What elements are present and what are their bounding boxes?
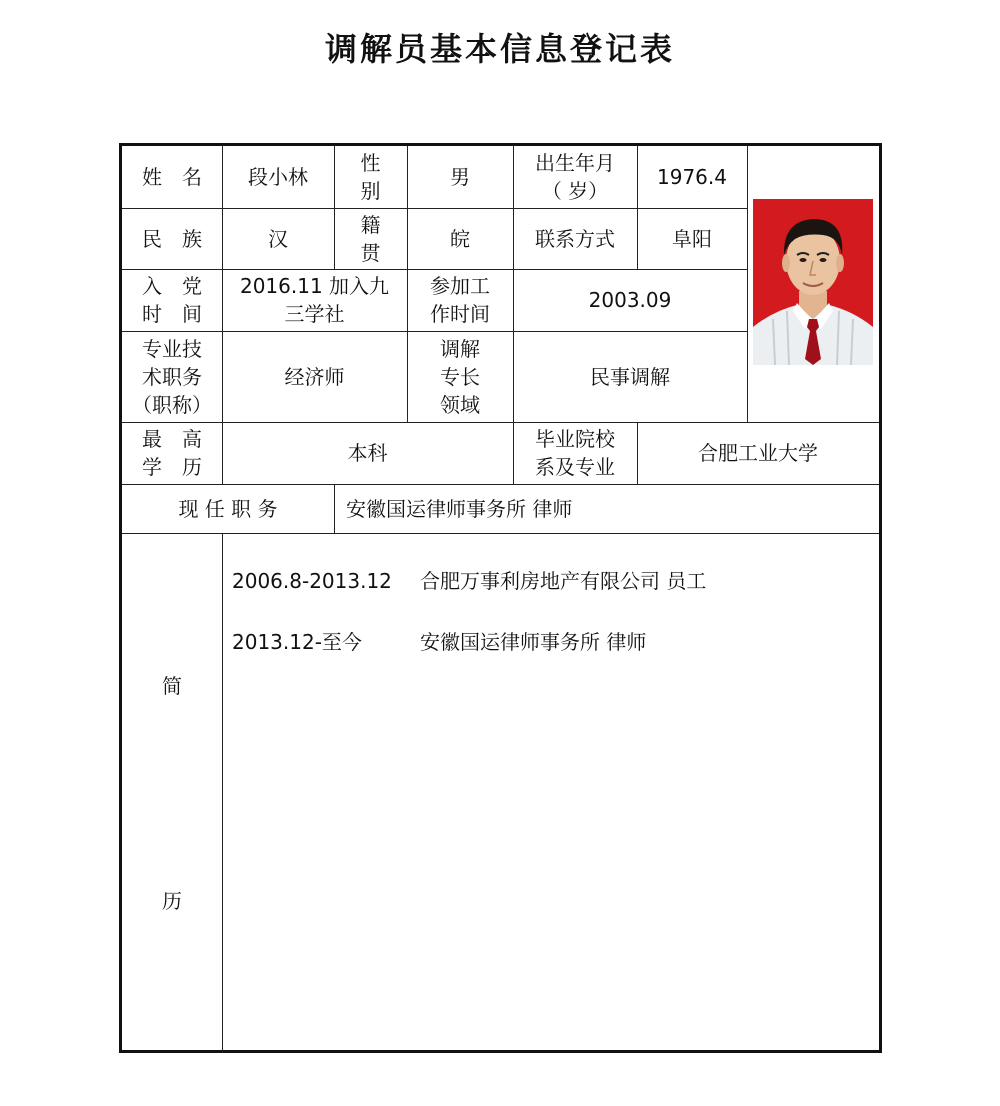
resume-period: 2013.12-至今 <box>232 630 362 654</box>
row-divider <box>122 533 879 534</box>
value-party-time: 2016.11 加入九 三学社 <box>239 274 390 326</box>
label-position: 现 任 职 务 <box>178 496 278 521</box>
registration-form <box>119 143 882 1053</box>
value-native-place: 皖 <box>450 226 470 251</box>
label-gender: 性 别 <box>360 151 381 203</box>
form-title: 调解员基本信息登记表 <box>324 30 675 68</box>
label-work-start: 参加工 作时间 <box>430 274 490 326</box>
value-school: 合肥工业大学 <box>698 441 818 465</box>
label-resume-1: 简 <box>162 674 182 698</box>
label-birth: 出生年月 （ 岁） <box>535 151 615 203</box>
col-divider <box>747 146 748 422</box>
value-title-prof: 经济师 <box>284 364 345 389</box>
label-specialty: 调解 专长 领域 <box>440 336 480 417</box>
resume-detail: 安徽国运律师事务所 律师 <box>420 630 647 654</box>
resume-detail: 合肥万事利房地产有限公司 员工 <box>420 569 707 593</box>
value-specialty: 民事调解 <box>590 364 670 389</box>
label-party-time: 入 党 时 间 <box>142 274 202 326</box>
value-education: 本科 <box>347 441 388 465</box>
label-name: 姓 名 <box>142 165 202 189</box>
col-divider <box>222 533 223 1053</box>
value-name: 段小林 <box>248 165 308 189</box>
value-position: 安徽国运律师事务所 律师 <box>346 496 573 521</box>
label-education: 最 高 学 历 <box>142 427 202 479</box>
value-gender: 男 <box>450 165 470 189</box>
id-photo <box>753 199 873 365</box>
value-ethnicity: 汉 <box>268 226 288 251</box>
value-work-start: 2003.09 <box>588 288 672 312</box>
label-contact: 联系方式 <box>535 226 615 251</box>
label-resume-2: 历 <box>162 889 182 913</box>
portrait-image <box>753 199 873 365</box>
label-school: 毕业院校 系及专业 <box>535 427 615 479</box>
label-title-prof: 专业技 术职务 （职称） <box>132 336 212 417</box>
label-native-place: 籍 贯 <box>360 212 381 265</box>
value-contact: 阜阳 <box>672 226 712 251</box>
value-birth: 1976.4 <box>657 165 727 189</box>
resume-period: 2006.8-2013.12 <box>232 569 392 593</box>
label-ethnicity: 民 族 <box>142 226 202 251</box>
